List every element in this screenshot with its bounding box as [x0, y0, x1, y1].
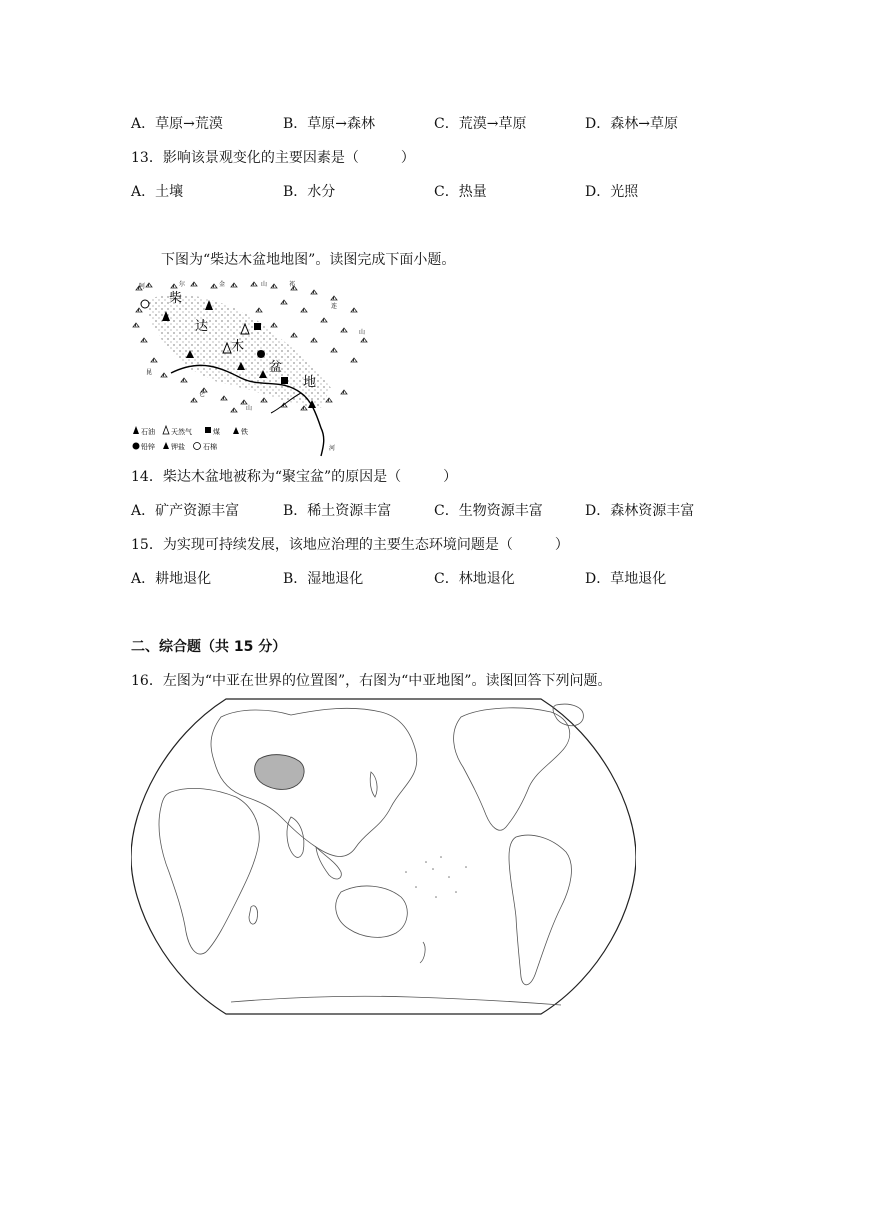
svg-text:铁: 铁 — [241, 428, 248, 436]
svg-text:石油: 石油 — [141, 428, 155, 436]
mountain-label: 仑 — [199, 391, 206, 398]
q12-option-b: B．草原→森林 — [283, 116, 376, 132]
q13-option-d: D．光照 — [585, 184, 639, 200]
q14-stem: 14．柴达木盆地被称为“聚宝盆”的原因是（ ） — [131, 469, 458, 485]
svg-text:煤: 煤 — [213, 428, 220, 436]
mountain-label: 金 — [219, 281, 226, 288]
mountain-label: 山 — [359, 329, 366, 336]
q13-option-a: A．土壤 — [131, 184, 184, 200]
mountain-label: 连 — [331, 303, 338, 310]
mountain-label: 祁 — [289, 281, 296, 288]
q15-option-a: A．耕地退化 — [131, 571, 212, 587]
q12-option-a: A．草原→荒漠 — [131, 116, 223, 132]
q13-option-b: B．水分 — [283, 184, 336, 200]
section-title: 二、综合题（共 15 分） — [131, 639, 287, 655]
region-label: 木 — [231, 339, 245, 354]
region-label: 柴 — [169, 291, 183, 306]
q12-option-d: D．森林→草原 — [585, 116, 678, 132]
mountain-label: 阿 — [139, 283, 146, 290]
q12-option-c: C．荒漠→草原 — [434, 116, 527, 132]
lead-zinc-symbol — [257, 350, 265, 358]
intro-text: 下图为“柴达木盆地地图”。读图完成下面小题。 — [161, 252, 456, 268]
q14-option-a: A．矿产资源丰富 — [131, 503, 240, 519]
region-label: 地 — [303, 375, 317, 390]
q15-option-d: D．草地退化 — [585, 571, 667, 587]
coal-symbol — [254, 323, 261, 330]
world-map — [131, 697, 636, 1017]
qaidam-basin-map — [131, 278, 381, 458]
q14-option-c: C．生物资源丰富 — [434, 503, 543, 519]
mountain-label: 山 — [246, 405, 253, 412]
q15-stem: 15．为实现可持续发展，该地应治理的主要生态环境问题是（ ） — [131, 537, 569, 553]
coal-symbol — [281, 377, 288, 384]
svg-text:钾盐: 钾盐 — [171, 443, 185, 451]
mountain-label: 昆 — [146, 369, 153, 376]
region-label: 盆 — [269, 360, 283, 375]
q15-option-c: C．林地退化 — [434, 571, 515, 587]
q16-stem: 16．左图为“中亚在世界的位置图”，右图为“中亚地图”。读图回答下列问题。 — [131, 673, 612, 689]
q14-option-b: B．稀土资源丰富 — [283, 503, 392, 519]
svg-text:铅锌: 铅锌 — [141, 443, 155, 451]
map-legend — [133, 426, 249, 451]
q14-option-d: D．森林资源丰富 — [585, 503, 695, 519]
q13-stem: 13．影响该景观变化的主要因素是（ ） — [131, 150, 415, 166]
mountain-label: 山 — [261, 281, 268, 288]
q13-option-c: C．热量 — [434, 184, 487, 200]
q15-option-b: B．湿地退化 — [283, 571, 364, 587]
river-label: 河 — [329, 445, 336, 452]
asbestos-symbol — [141, 300, 149, 308]
svg-text:石棉: 石棉 — [203, 443, 217, 451]
svg-text:天然气: 天然气 — [171, 428, 192, 436]
map-frame — [131, 699, 636, 1014]
mountain-label: 尔 — [179, 281, 186, 288]
region-label: 达 — [195, 319, 209, 334]
